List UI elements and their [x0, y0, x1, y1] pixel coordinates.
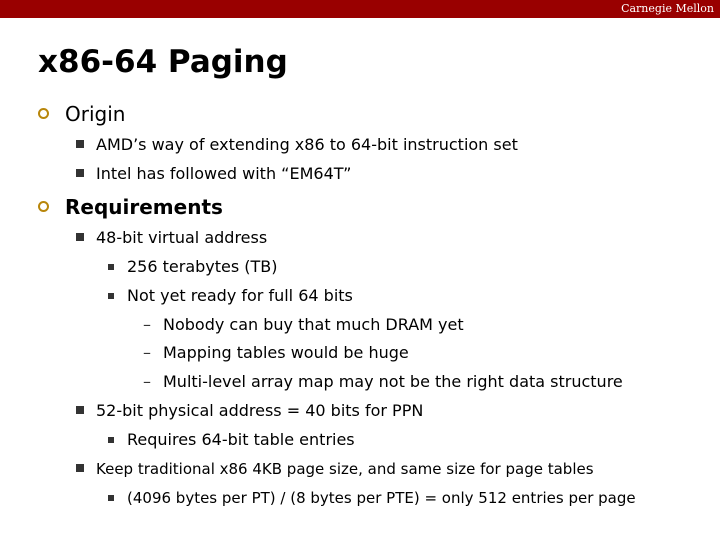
brand-label: Carnegie Mellon — [621, 2, 714, 15]
bullet-text: Requires 64-bit table entries — [127, 430, 355, 449]
square-bullet-icon — [76, 464, 84, 472]
bullet-text: AMD’s way of extending x86 to 64-bit instruction set — [96, 135, 518, 154]
dash-bullet-icon: – — [143, 372, 151, 391]
slide-title: x86-64 Paging — [38, 44, 288, 80]
ring-bullet-icon — [38, 108, 49, 119]
square-bullet-icon — [76, 233, 84, 241]
small-square-bullet-icon — [108, 293, 114, 299]
bullet-text: Requirements — [65, 195, 223, 219]
bullet-text: Origin — [65, 102, 126, 126]
bullet-text: Keep traditional x86 4KB page size, and same size for page tables — [96, 460, 594, 478]
bullet-text: Multi-level array map may not be the right data structure — [163, 372, 623, 391]
bullet-text: 48-bit virtual address — [96, 228, 268, 247]
bullet-text: 52-bit physical address = 40 bits for PPN — [96, 401, 424, 420]
dash-bullet-icon: – — [143, 315, 151, 334]
small-square-bullet-icon — [108, 495, 114, 501]
bullet-text: 256 terabytes (TB) — [127, 257, 278, 276]
square-bullet-icon — [76, 140, 84, 148]
dash-bullet-icon: – — [143, 343, 151, 362]
ring-bullet-icon — [38, 201, 49, 212]
small-square-bullet-icon — [108, 264, 114, 270]
bullet-text: Nobody can buy that much DRAM yet — [163, 315, 464, 334]
small-square-bullet-icon — [108, 437, 114, 443]
bullet-text: (4096 bytes per PT) / (8 bytes per PTE) = only 512 entries per page — [127, 489, 636, 507]
square-bullet-icon — [76, 169, 84, 177]
bullet-text: Not yet ready for full 64 bits — [127, 286, 353, 305]
header-bar — [0, 0, 720, 18]
square-bullet-icon — [76, 406, 84, 414]
bullet-text: Mapping tables would be huge — [163, 343, 409, 362]
bullet-text: Intel has followed with “EM64T” — [96, 164, 352, 183]
